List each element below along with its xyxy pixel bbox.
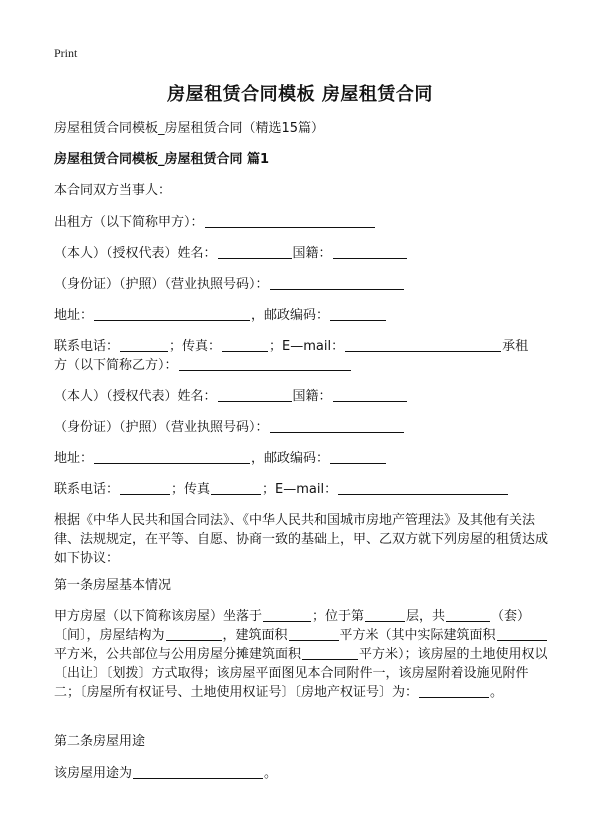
intro-text: 本合同双方当事人： [54,183,172,198]
lessee-fax-field [211,480,261,495]
lessor-identity-label: （本人）（授权代表）姓名： [54,246,217,261]
article1-heading: 第一条房屋基本情况 [54,578,172,593]
lessee-id-field [270,418,404,433]
lessor-fax-field [222,337,268,352]
lessee-name-field [218,387,292,402]
lessee-address-line [54,449,387,468]
basis-paragraph: 根据《中华人民共和国合同法》、《中华人民共和国城市房地产管理法》及其他有关法律、法规规定，在平等、自愿、协商一致的基础上，甲、乙双方就下列房屋的租赁达成如下协议： [54,513,549,566]
lessor-id-label: （身份证）（护照）（营业执照号码）： [54,277,269,292]
article2-use-line [54,764,277,783]
lessee-phone-label: 联系电话： [54,482,120,497]
lessor-address-label: 地址： [54,308,94,323]
article1-floor-label: ；位于第 [312,609,365,624]
lessee-label: 方（以下简称乙方）： [54,358,178,373]
article1-end: 。 [490,685,504,700]
lessee-intro-fragment: 承租 [502,339,529,354]
lessee-nationality-field [333,387,407,402]
lessor-identity-line [54,244,408,263]
lessee-postcode-field [330,449,386,464]
lessee-email-label: ；E—mail： [262,482,338,497]
lessee-identity-line [54,387,408,406]
lessor-postcode-label: ，邮政编码： [251,308,330,323]
lessor-name-blank [205,213,375,228]
article1-paragraph [54,607,550,702]
lessor-postcode-field [330,306,386,321]
print-label: Print [54,46,78,60]
article1-floor-field [365,607,405,622]
lessee-identity-label: （本人）（授权代表）姓名： [54,389,217,404]
lessee-id-line [54,418,405,437]
lessee-address-label: 地址： [54,451,94,466]
lessee-email-field [338,480,508,495]
lessee-postcode-label: ，邮政编码： [251,451,330,466]
lessor-address-line [54,306,387,325]
article1-area-label: ，建筑面积 [222,628,288,643]
lessor-phone-label: 联系电话： [54,339,120,354]
lessor-line [54,213,376,232]
lessee-phone-field [120,480,170,495]
lessor-nationality-label: 国籍： [292,246,332,261]
article1-shared-area-field [302,645,358,660]
lessor-address-field [94,306,250,321]
article2-use-end: 。 [264,766,278,781]
lessor-id-field [270,275,404,290]
lessee-line [54,356,352,375]
lessor-email-label: ；E—mail： [269,339,345,354]
article1-structure-field [166,626,222,641]
subtitle: 房屋租赁合同模板_房屋租赁合同（精选15篇） [54,121,325,136]
lessor-phone-field [120,337,168,352]
lessor-label: 出租方（以下简称甲方）： [54,215,204,230]
article1-location-label: 甲方房屋（以下简称该房屋）坐落于 [54,609,263,624]
lessor-name-field [218,244,292,259]
lessee-name-blank [179,356,351,371]
article1-shared-area-label: 平方米，公共部位与公用房屋分摊建筑面积 [54,647,302,662]
lessor-nationality-field [333,244,407,259]
lessor-id-line [54,275,405,294]
lessor-email-field [345,337,501,352]
article2-use-field [133,764,263,779]
lessee-contact-line [54,480,509,499]
article2-heading: 第二条房屋用途 [54,734,146,749]
lessee-address-field [94,449,250,464]
page-title: 房屋租赁合同模板 房屋租赁合同 [167,84,433,105]
article1-certificate-field [419,683,489,698]
article1-structure-label: （套）〔间〕，房屋结构为 [54,609,531,643]
article1-area-field [289,626,339,641]
article1-rights-label: 平方米）；该房屋的土地使用权以〔出让〕〔划拨〕方式取得；该房屋平面图见本合同附件一，该房屋附着设施见附件二；〔房屋所有权证号、土地使用权证号〕〔房地产权证号〕为： [54,647,548,700]
article1-location-field [263,607,311,622]
article1-total-field [446,607,490,622]
lessee-nationality-label: 国籍： [292,389,332,404]
article1-total-label: 层，共 [406,609,446,624]
lessor-fax-label: ；传真： [169,339,222,354]
lessee-id-label: （身份证）（护照）（营业执照号码）： [54,420,269,435]
lessee-fax-label: ；传真 [171,482,211,497]
article2-use-label: 该房屋用途为 [54,766,133,781]
article1-actual-area-label: 平方米（其中实际建筑面积 [339,628,496,643]
lessor-contact-line [54,337,528,356]
section-heading: 房屋租赁合同模板_房屋租赁合同 篇1 [54,152,270,167]
article1-actual-area-field [497,626,547,641]
